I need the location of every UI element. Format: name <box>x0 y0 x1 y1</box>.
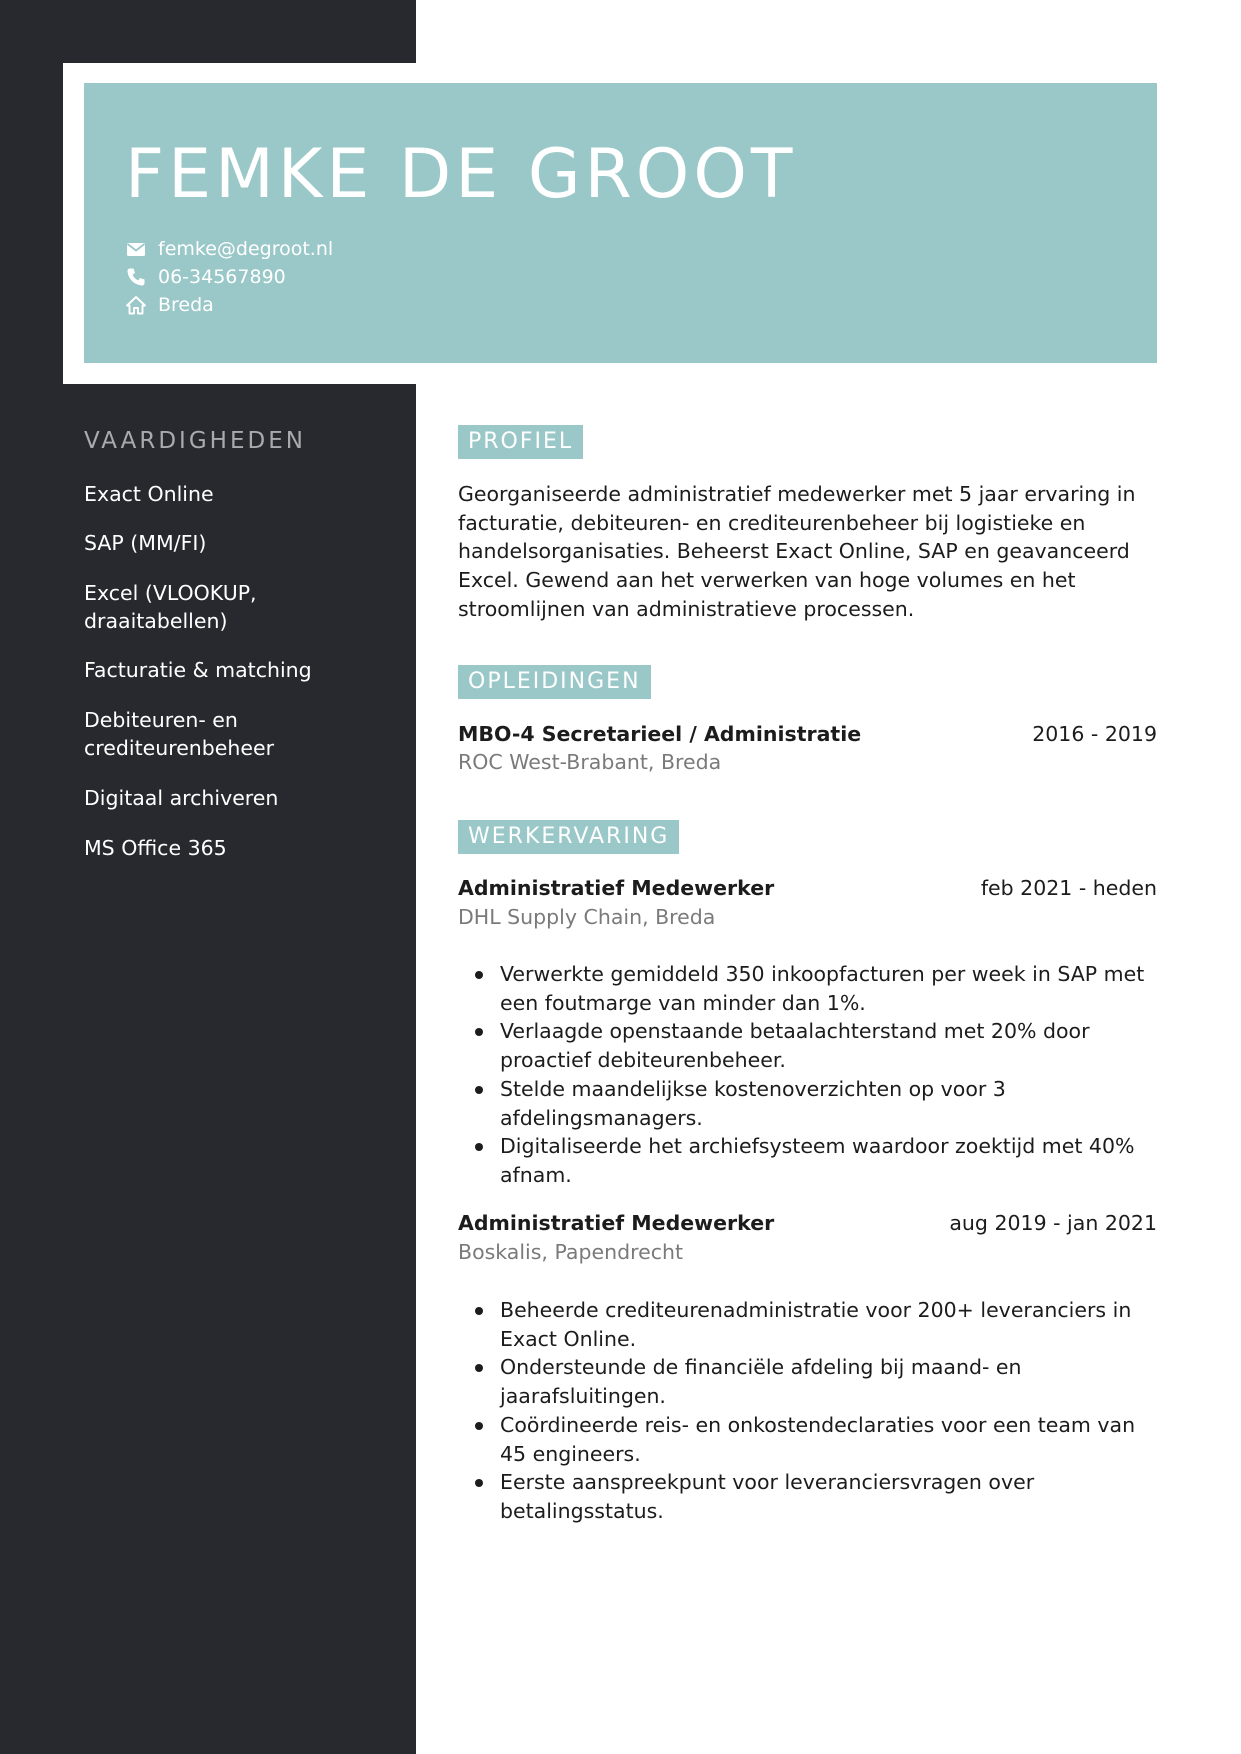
list-item: Verwerkte gemiddeld 350 inkoopfacturen per week in SAP met een foutmarge van minder dan 1%. <box>458 960 1158 1017</box>
job-role: Administratief Medewerker <box>458 876 775 900</box>
home-icon <box>125 294 147 316</box>
skill-item: Excel (VLOOKUP, draaitabellen) <box>84 581 257 633</box>
phone-icon <box>125 266 147 288</box>
job-role: Administratief Medewerker <box>458 1211 775 1235</box>
skills-title: VAARDIGHEDEN <box>84 428 306 454</box>
skill-item: MS Office 365 <box>84 836 227 860</box>
job-company: Boskalis, Papendrecht <box>458 1240 683 1264</box>
list-item: Stelde maandelijkse kostenoverzichten op voor 3 afdelingsmanagers. <box>458 1075 1158 1132</box>
education-period: 2016 - 2019 <box>1032 722 1157 746</box>
contact-city <box>125 294 214 316</box>
contact-email <box>125 238 333 260</box>
email-text: femke@degroot.nl <box>158 238 334 260</box>
list-item: Coördineerde reis- en onkostendeclaraties voor een team van 45 engineers. <box>458 1411 1158 1468</box>
envelope-icon <box>125 238 147 260</box>
skill-item: Facturatie & matching <box>84 658 312 682</box>
skill-item: SAP (MM/FI) <box>84 531 207 555</box>
profile-text: Georganiseerde administratief medewerker met 5 jaar ervaring in facturatie, debiteuren- en crediteurenbeheer bij logistieke en handelsorganisaties. Beheerst Exact Online, SAP en geavanceerd Excel. Gewend aan het verwerken van hoge volumes en het stroomlijnen van administratieve processen. <box>458 482 1136 621</box>
skill-item: Digitaal archiveren <box>84 786 279 810</box>
candidate-name: FEMKE DE GROOT <box>125 135 797 214</box>
job-period: feb 2021 - heden <box>980 876 1157 900</box>
list-item: Verlaagde openstaande betaalachterstand met 20% door proactief debiteurenbeheer. <box>458 1017 1158 1074</box>
job-bullets <box>458 1296 1158 1526</box>
section-education-title: OPLEIDINGEN <box>458 665 651 699</box>
skill-item: Debiteuren- en crediteurenbeheer <box>84 708 275 760</box>
education-school: ROC West-Brabant, Breda <box>458 750 722 774</box>
list-item: Ondersteunde de financiële afdeling bij maand- en jaarafsluitingen. <box>458 1353 1158 1410</box>
job-company: DHL Supply Chain, Breda <box>458 905 716 929</box>
section-experience-title: WERKERVARING <box>458 820 679 854</box>
list-item: Eerste aanspreekpunt voor leveranciersvragen over betalingsstatus. <box>458 1468 1158 1525</box>
header-banner <box>84 83 1157 363</box>
job-bullets <box>458 960 1158 1190</box>
education-degree: MBO-4 Secretarieel / Administratie <box>458 722 862 746</box>
section-profile-title: PROFIEL <box>458 425 583 459</box>
list-item: Beheerde crediteurenadministratie voor 200+ leveranciers in Exact Online. <box>458 1296 1158 1353</box>
skill-item: Exact Online <box>84 482 214 506</box>
contact-phone <box>125 266 286 288</box>
phone-text: 06-34567890 <box>158 266 286 288</box>
city-text: Breda <box>158 294 214 316</box>
job-period: aug 2019 - jan 2021 <box>949 1211 1157 1235</box>
list-item: Digitaliseerde het archiefsysteem waardoor zoektijd met 40% afnam. <box>458 1132 1158 1189</box>
